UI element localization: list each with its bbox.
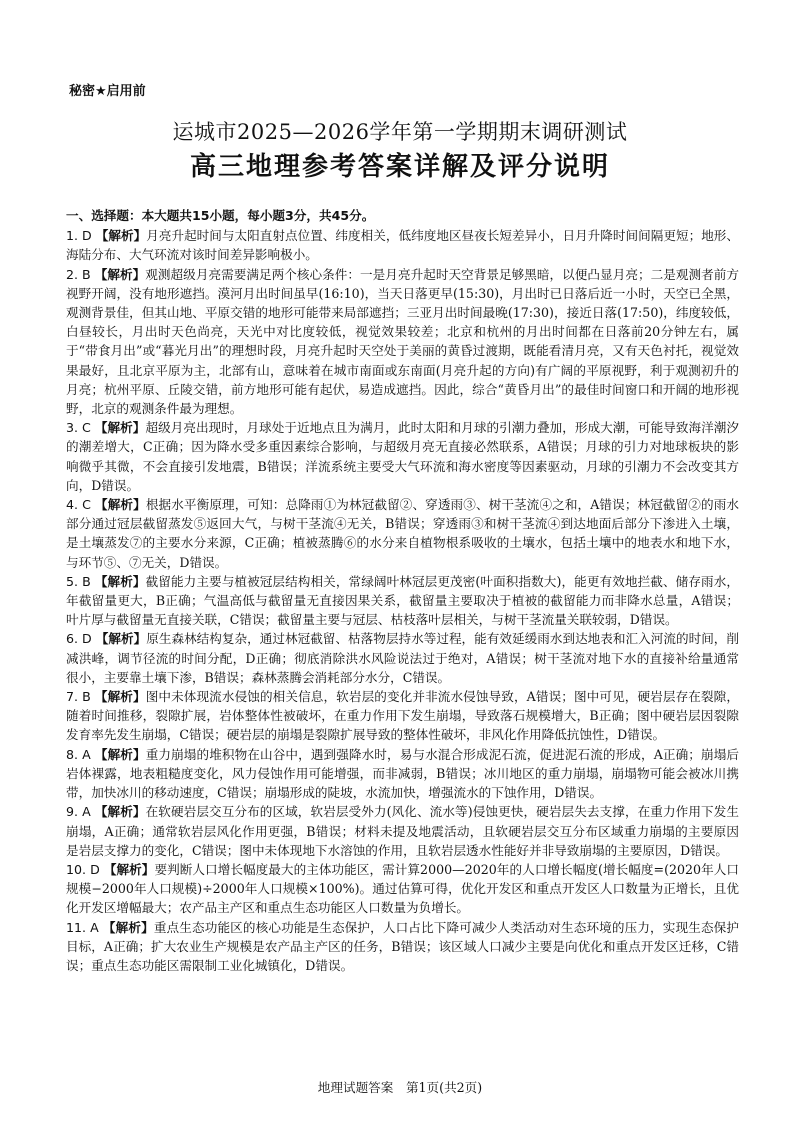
answer-key: 4. C: [66, 497, 91, 513]
answer-list: [66, 226, 739, 975]
analysis-text: 根据水平衡原理，可知：总降雨①为林冠截留②、穿透雨③、树干茎流④之和，A错误；林冠截留②的雨水部分通过冠层截留蒸发⑤返回大气，与树干茎流④无关，B错误；穿透雨③和树干茎流④到达地面后部分下渗进入土壤，是土壤蒸发⑦的主要水分来源，C正确；植被蒸腾⑥的水分来自植物根系吸收的土壤水，包括土壤中的地表水和地下水，与环节⑤、⑦无关，D错误。: [66, 497, 739, 570]
answer-item: [66, 745, 739, 803]
analysis-text: 图中未体现流水侵蚀的相关信息，软岩层的变化并非流水侵蚀导致，A错误；图中可见，硬岩层存在裂隙，随着时间推移，裂隙扩展，岩体整体性被破坏，在重力作用下发生崩塌，导致落石规模增大，B正确；图中硬岩层因裂隙发育率先发生崩塌，C错误；硬岩层的崩塌是裂隙扩展导致的整体性破坏，非风化作用降低抗蚀性，D错误。: [66, 689, 739, 743]
answer-key: 9. A: [66, 804, 91, 820]
answer-key: 11. A: [66, 919, 99, 935]
exam-title: 运城市2025—2026学年第一学期期末调研测试: [172, 120, 628, 144]
analysis-text: 观测超级月亮需要满足两个核心条件：一是月亮升起时天空背景足够黑暗，以便凸显月亮；二是观测者前方视野开阔，没有地形遮挡。漠河月出时间虽早(16:10)，当天日落更早(15:30)，月出时已日落后近一小时，天空已全黑，观测背景佳，但其山地、平原交错的地形可能带来局部遮挡；三亚月出时间最晚(17:30)，接近日落(17:50)，纬度较低，白昼较长，月出时天色尚亮，天光中对比度较低，视觉效果较差；北京和杭州的月出时间都在日落前20分钟左右，属于“带食月出”或“暮光月出”的理想时段，月亮升起时天空处于美丽的黄昏过渡期，既能看清月亮，又有天色衬托，视觉效果最好，且北京平原为主，北部有山，意味着在城市南面或东南面(月亮升起的方向)有广阔的平原视野，利于观测初升的月亮；杭州平原、丘陵交错，前方地形可能有起伏，易造成遮挡。因此，综合“黄昏月出”的最佳时间窗口和开阔的地形视野，北京的观测条件最为理想。: [66, 266, 739, 417]
analysis-text: 截留能力主要与植被冠层结构相关，常绿阔叶林冠层更茂密(叶面积指数大)，能更有效地拦截、储存雨水，年截留量更大，B正确；气温高低与截留量无直接因果关系，截留量主要取决于植被的截留能力而非降水总量，A错误；叶片厚与截留量无直接关联，C错误；截留量主要与冠层、枯枝落叶层相关，与树干茎流量关联较弱，D错误。: [66, 573, 739, 628]
analysis-text: 重点生态功能区的核心功能是生态保护，人口占比下降可减少人类活动对生态环境的压力，实现生态保护目标，A正确；扩大农业生产规模是农产品主产区的任务，B错误；该区域人口减少主要是向优化和重点开发区迁移，C错误；重点生态功能区需限制工业化城镇化，D错误。: [66, 919, 739, 973]
confidential-label: 秘密★启用前: [69, 84, 146, 99]
analysis-text: 要判断人口增长幅度最大的主体功能区，需计算2000—2020年的人口增长幅度(增长幅度=(2020年人口规模−2000年人口规模)÷2000年人口规模×100%)。通过估算可得，优化开发区和重点开发区人口数量为正增长，且优化开发区增幅最大；农产品主产区和重点生态功能区人口数量为负增长。: [66, 861, 740, 916]
answer-item: [66, 265, 739, 419]
answer-item: [66, 687, 739, 745]
analysis-text: 重力崩塌的堆积物在山谷中，遇到强降水时，易与水混合形成泥石流，促进泥石流的形成，A正确；崩塌后岩体裸露，地表粗糙度变化，风力侵蚀作用可能增强，而非减弱，B错误；冰川地区的重力崩塌，崩塌物可能会被冰川携带，加快冰川的移动速度，C错误；崩塌形成的陡坡，水流加快，增强流水的下蚀作用，D错误。: [66, 746, 740, 801]
analysis-tag: 【解析】: [94, 266, 146, 282]
analysis-tag: 【解析】: [94, 689, 146, 705]
document-title: 高三地理参考答案详解及评分说明: [189, 152, 610, 182]
answer-key: 1. D: [66, 228, 92, 244]
answer-key: 5. B: [66, 573, 91, 589]
analysis-tag: 【解析】: [95, 497, 146, 513]
analysis-tag: 【解析】: [94, 746, 146, 762]
analysis-tag: 【解析】: [103, 861, 155, 877]
section-heading: 一、选择题：本大题共15小题，每小题3分，共45分。: [66, 208, 375, 223]
analysis-text: 超级月亮出现时，月球处于近地点且为满月，此时太阳和月球的引潮力叠加，形成大潮，可能导致海洋潮汐的潮差增大，C正确；因为降水受多重因素综合影响，与超级月亮无直接必然联系，A错误；月球的引力对地球板块的影响微乎其微，不会直接引发地震，B错误；洋流系统主要受大气环流和海水密度等因素驱动，月球的引潮力不会改变其方向，D错误。: [66, 420, 740, 493]
analysis-tag: 【解析】: [95, 631, 147, 647]
answer-item: [66, 418, 739, 495]
analysis-tag: 【解析】: [94, 573, 146, 589]
answer-item: [66, 860, 739, 918]
answer-item: [66, 918, 739, 976]
answer-key: 7. B: [66, 689, 91, 705]
page-footer: 地理试题答案 第1页(共2页): [317, 1080, 483, 1095]
answer-item: [66, 629, 739, 687]
analysis-tag: 【解析】: [94, 804, 146, 820]
answer-key: 2. B: [66, 266, 91, 282]
analysis-tag: 【解析】: [102, 919, 154, 935]
answer-content: [66, 206, 739, 975]
answer-key: 8. A: [66, 746, 91, 762]
answer-key: 10. D: [66, 861, 100, 877]
answer-key: 6. D: [66, 631, 92, 647]
answer-item: [66, 572, 739, 630]
answer-key: 3. C: [66, 420, 91, 436]
analysis-text: 原生森林结构复杂，通过林冠截留、枯落物层持水等过程，能有效延缓雨水到达地表和汇入河流的时间，削减洪峰，调节径流的时间分配，D正确；彻底消除洪水风险说法过于绝对，A错误；树干茎流对地下水的直接补给量通常很小，主要靠土壤下渗，B错误；森林蒸腾会消耗部分水分，C错误。: [66, 631, 740, 685]
analysis-tag: 【解析】: [95, 228, 147, 244]
answer-item: [66, 495, 739, 572]
answer-item: [66, 802, 739, 860]
analysis-text: 在软硬岩层交互分布的区域，软岩层受外力(风化、流水等)侵蚀更快，硬岩层失去支撑，在重力作用下发生崩塌，A正确；通常软岩层风化作用更强，B错误；材料未提及地震活动，且软硬岩层交互分布区域重力崩塌的主要原因是岩层支撑力的变化，C错误；图中未体现地下水溶蚀的作用，且软岩层透水性能好并非导致崩塌的主要原因，D错误。: [66, 804, 740, 858]
analysis-text: 月亮升起时间与太阳直射点位置、纬度相关，低纬度地区昼夜长短差异小，日月升降时间间隔更短；地形、海陆分布、大气环流对该时间差异影响极小。: [66, 228, 740, 263]
analysis-tag: 【解析】: [94, 420, 146, 436]
answer-item: [66, 226, 739, 264]
